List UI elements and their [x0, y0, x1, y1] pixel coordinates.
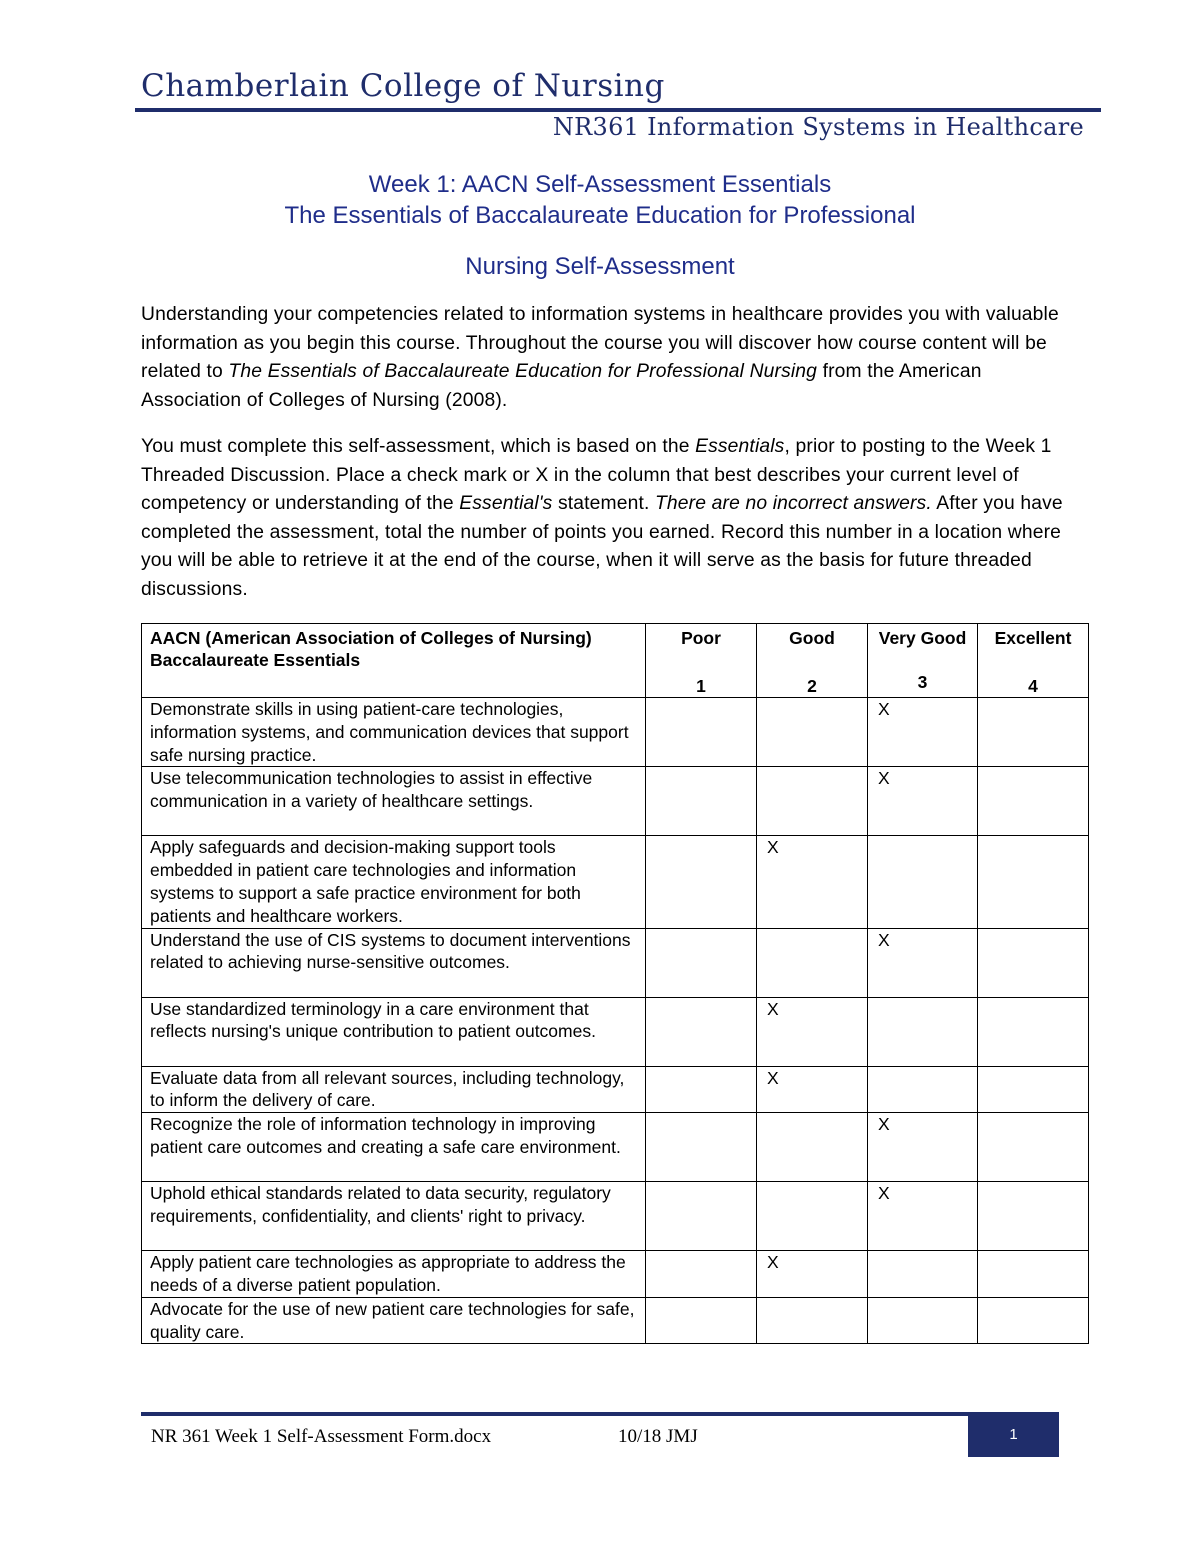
rating-cell-very-good[interactable]: X [868, 1113, 978, 1182]
row-statement: Evaluate data from all relevant sources, including technology, to inform the delivery of care. [142, 1066, 646, 1113]
table-row [142, 698, 1089, 767]
essentials-title: The Essentials of Baccalaureate Education for Professional [284, 202, 916, 229]
intro-paragraph: Understanding your competencies related to information systems in healthcare provides you with valuable information as you begin this course. Throughout the course you will discover how course content will be related to The Essentials of Baccalaureate Education for Professional Nursing from the American Association of Colleges of Nursing (2008). [141, 304, 1059, 411]
rating-cell-poor[interactable] [646, 1182, 757, 1251]
table-row [142, 1182, 1089, 1251]
statement-column-header: AACN (American Association of Colleges of Nursing) Baccalaureate Essentials [142, 624, 646, 698]
rating-column-good: Good 2 [757, 624, 868, 698]
rating-cell-good[interactable]: X [757, 1251, 868, 1298]
table-header-row [142, 624, 1089, 698]
table-row [142, 1066, 1089, 1113]
rating-cell-poor[interactable] [646, 698, 757, 767]
footer-filename: NR 361 Week 1 Self-Assessment Form.docx [151, 1426, 492, 1447]
row-statement: Apply safeguards and decision-making support tools embedded in patient care technologies and information systems to support a safe practice environment for both patients and healthcare workers. [142, 836, 646, 928]
rating-cell-excellent[interactable] [978, 1182, 1089, 1251]
week-title: Week 1: AACN Self-Assessment Essentials [368, 171, 832, 198]
row-statement: Demonstrate skills in using patient-care technologies, information systems, and communication devices that support safe nursing practice. [142, 698, 646, 767]
college-name: Chamberlain College of Nursing [141, 68, 665, 104]
rating-cell-excellent[interactable] [978, 1251, 1089, 1298]
rating-cell-good[interactable] [757, 767, 868, 836]
instructions-paragraph: You must complete this self-assessment, which is based on the Essentials, prior to posting to the Week 1 Threaded Discussion. Place a check mark or X in the column that best describes your current level of competency or understanding of the Essential's statement. There are no incorrect answers. After you have completed the assessment, total the number of points you earned. Record this number in a location where you will be able to retrieve it at the end of the course, when it will serve as the basis for future threaded discussions. [141, 436, 1063, 600]
assessment-table [141, 623, 1089, 1344]
rating-cell-good[interactable]: X [757, 997, 868, 1066]
rating-cell-good[interactable] [757, 928, 868, 997]
row-statement: Advocate for the use of new patient care technologies for safe, quality care. [142, 1297, 646, 1344]
rating-cell-poor[interactable] [646, 1066, 757, 1113]
rating-cell-very-good[interactable]: X [868, 698, 978, 767]
course-title: NR361 Information Systems in Healthcare [552, 113, 1084, 141]
table-row [142, 997, 1089, 1066]
rating-cell-poor[interactable] [646, 836, 757, 928]
rating-cell-excellent[interactable] [978, 928, 1089, 997]
rating-column-excellent: Excellent 4 [978, 624, 1089, 698]
row-statement: Use standardized terminology in a care environment that reflects nursing's unique contribution to patient outcomes. [142, 997, 646, 1066]
table-row [142, 1251, 1089, 1298]
rating-column-very-good: Very Good 3 [868, 624, 978, 698]
rating-cell-excellent[interactable] [978, 767, 1089, 836]
footer-divider [141, 1412, 968, 1416]
rating-cell-very-good[interactable] [868, 836, 978, 928]
rating-cell-excellent[interactable] [978, 1066, 1089, 1113]
rating-cell-excellent[interactable] [978, 836, 1089, 928]
table-row [142, 836, 1089, 928]
table-row [142, 767, 1089, 836]
rating-cell-good[interactable] [757, 1113, 868, 1182]
rating-cell-very-good[interactable]: X [868, 928, 978, 997]
page-number: 1 [1009, 1426, 1018, 1443]
rating-cell-very-good[interactable] [868, 1066, 978, 1113]
rating-cell-very-good[interactable] [868, 997, 978, 1066]
rating-cell-poor[interactable] [646, 1113, 757, 1182]
rating-cell-good[interactable] [757, 1182, 868, 1251]
rating-cell-good[interactable]: X [757, 836, 868, 928]
rating-cell-good[interactable] [757, 1297, 868, 1344]
rating-cell-very-good[interactable] [868, 1297, 978, 1344]
page-number-badge [968, 1412, 1059, 1457]
rating-column-poor: Poor 1 [646, 624, 757, 698]
rating-cell-very-good[interactable] [868, 1251, 978, 1298]
row-statement: Use telecommunication technologies to assist in effective communication in a variety of healthcare settings. [142, 767, 646, 836]
self-assessment-title: Nursing Self-Assessment [465, 253, 735, 280]
rating-cell-good[interactable]: X [757, 1066, 868, 1113]
rating-cell-good[interactable] [757, 698, 868, 767]
table-row [142, 928, 1089, 997]
footer-version: 10/18 JMJ [618, 1426, 698, 1447]
rating-cell-excellent[interactable] [978, 1113, 1089, 1182]
row-statement: Understand the use of CIS systems to document interventions related to achieving nurse-sensitive outcomes. [142, 928, 646, 997]
table-row [142, 1297, 1089, 1344]
rating-cell-excellent[interactable] [978, 997, 1089, 1066]
rating-cell-very-good[interactable]: X [868, 1182, 978, 1251]
table-row [142, 1113, 1089, 1182]
row-statement: Apply patient care technologies as appropriate to address the needs of a diverse patient population. [142, 1251, 646, 1298]
rating-cell-poor[interactable] [646, 997, 757, 1066]
rating-cell-poor[interactable] [646, 928, 757, 997]
rating-cell-poor[interactable] [646, 1251, 757, 1298]
rating-cell-poor[interactable] [646, 767, 757, 836]
rating-cell-excellent[interactable] [978, 698, 1089, 767]
header-divider [135, 108, 1101, 112]
rating-cell-poor[interactable] [646, 1297, 757, 1344]
row-statement: Recognize the role of information technology in improving patient care outcomes and creating a safe care environment. [142, 1113, 646, 1182]
row-statement: Uphold ethical standards related to data security, regulatory requirements, confidentiality, and clients' right to privacy. [142, 1182, 646, 1251]
rating-cell-excellent[interactable] [978, 1297, 1089, 1344]
rating-cell-very-good[interactable]: X [868, 767, 978, 836]
